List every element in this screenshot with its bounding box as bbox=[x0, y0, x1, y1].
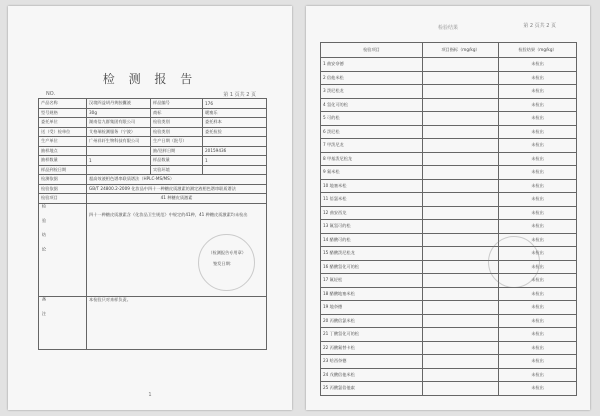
result-item: 21 丁酸氢化可的松 bbox=[321, 328, 423, 342]
table-row bbox=[321, 98, 577, 112]
table-row bbox=[321, 328, 577, 342]
conclusion-text: 四十一种糖皮质激素含《化妆品卫生规范》中规定的41种，41 种糖皮质激素均未检出 bbox=[89, 211, 248, 217]
info-value-2: 1 bbox=[203, 156, 267, 166]
result-value: 未检出 bbox=[499, 193, 577, 207]
result-limit bbox=[423, 58, 499, 72]
result-limit bbox=[423, 71, 499, 85]
result-item: 11 倍氯米松 bbox=[321, 193, 423, 207]
info-value: 30g bbox=[87, 108, 151, 118]
result-item: 13 氟氢可的松 bbox=[321, 220, 423, 234]
info-label: 委托单位 bbox=[39, 118, 87, 128]
result-value: 未检出 bbox=[499, 98, 577, 112]
info-row bbox=[39, 175, 267, 185]
result-limit bbox=[423, 179, 499, 193]
info-label: 抽样地点 bbox=[39, 146, 87, 156]
result-value: 未检出 bbox=[499, 368, 577, 382]
result-item: 7 甲泼尼龙 bbox=[321, 139, 423, 153]
result-limit bbox=[423, 382, 499, 396]
test-items-row bbox=[39, 194, 267, 204]
info-value: 艾格瑞检测服务（宁波） bbox=[87, 127, 151, 137]
result-value: 未检出 bbox=[499, 233, 577, 247]
info-value: 广州祥轩生物科技有限公司 bbox=[87, 137, 151, 147]
result-limit bbox=[423, 233, 499, 247]
col-header-result: 检验结果（mg/kg） bbox=[499, 43, 577, 58]
result-limit bbox=[423, 206, 499, 220]
result-value: 未检出 bbox=[499, 328, 577, 342]
info-value bbox=[87, 165, 151, 175]
col-header-item: 检验项目 bbox=[321, 43, 423, 58]
info-table bbox=[38, 98, 267, 350]
result-item: 4 氢化可的松 bbox=[321, 98, 423, 112]
result-limit bbox=[423, 301, 499, 315]
result-value: 未检出 bbox=[499, 166, 577, 180]
info-value: 超高效液相色谱串联质谱法（HPLC-MS/MS） bbox=[87, 175, 267, 185]
result-item: 6 泼尼松 bbox=[321, 125, 423, 139]
result-item: 8 甲基泼尼松龙 bbox=[321, 152, 423, 166]
info-label: 型号规格 bbox=[39, 108, 87, 118]
info-label-2: 生产日期（批号） bbox=[151, 137, 203, 147]
info-row bbox=[39, 156, 267, 166]
report-number: NO. bbox=[46, 91, 56, 97]
result-limit bbox=[423, 355, 499, 369]
info-label: 抽样数量 bbox=[39, 156, 87, 166]
result-limit bbox=[423, 85, 499, 99]
test-items-value: 41 种糖皮质激素 bbox=[87, 194, 267, 204]
result-item: 14 醋酸可的松 bbox=[321, 233, 423, 247]
table-row bbox=[321, 179, 577, 193]
conclusion-cell bbox=[87, 203, 267, 296]
table-row bbox=[321, 125, 577, 139]
info-row bbox=[39, 127, 267, 137]
result-item: 19 地奈德 bbox=[321, 301, 423, 315]
result-item: 22 丙酸氟替卡松 bbox=[321, 341, 423, 355]
result-item: 24 戊酸倍他米松 bbox=[321, 368, 423, 382]
result-limit bbox=[423, 368, 499, 382]
result-item: 16 醋酸氢化可的松 bbox=[321, 260, 423, 274]
result-value: 未检出 bbox=[499, 58, 577, 72]
result-item: 9 氟米松 bbox=[321, 166, 423, 180]
info-label: 检测依据 bbox=[39, 175, 87, 185]
result-value: 未检出 bbox=[499, 301, 577, 315]
remark-text: 本检验只对来样负责。 bbox=[87, 296, 267, 349]
result-limit bbox=[423, 314, 499, 328]
table-row bbox=[321, 287, 577, 301]
result-item: 18 醋酸地塞米松 bbox=[321, 287, 423, 301]
info-label: 送（受）检单位 bbox=[39, 127, 87, 137]
result-value: 未检出 bbox=[499, 206, 577, 220]
result-value: 未检出 bbox=[499, 112, 577, 126]
table-row bbox=[321, 85, 577, 99]
info-value: 湖南信九群集团有限公司 bbox=[87, 118, 151, 128]
info-label: 生产单位 bbox=[39, 137, 87, 147]
report-page-1 bbox=[8, 6, 292, 410]
result-item: 1 曲安奈德 bbox=[321, 58, 423, 72]
result-value: 未检出 bbox=[499, 355, 577, 369]
info-row bbox=[39, 184, 267, 194]
result-value: 未检出 bbox=[499, 287, 577, 301]
page-number: 1 bbox=[148, 392, 152, 398]
result-item: 20 丙酸倍氯米松 bbox=[321, 314, 423, 328]
result-value: 未检出 bbox=[499, 247, 577, 261]
info-label: 样品到检日期 bbox=[39, 165, 87, 175]
col-header-limit: 项目指标（mg/kg） bbox=[423, 43, 499, 58]
result-value: 未检出 bbox=[499, 152, 577, 166]
result-limit bbox=[423, 274, 499, 288]
table-row bbox=[321, 58, 577, 72]
table-row bbox=[321, 355, 577, 369]
result-value: 未检出 bbox=[499, 341, 577, 355]
table-row bbox=[321, 71, 577, 85]
table-row bbox=[321, 314, 577, 328]
result-value: 未检出 bbox=[499, 71, 577, 85]
results-heading: 检验结果 bbox=[437, 25, 458, 31]
table-row bbox=[321, 274, 577, 288]
remark-label: 备注 bbox=[42, 296, 47, 325]
table-row bbox=[321, 166, 577, 180]
info-row bbox=[39, 118, 267, 128]
info-value-2 bbox=[203, 165, 267, 175]
result-limit bbox=[423, 139, 499, 153]
result-item: 2 倍他米松 bbox=[321, 71, 423, 85]
result-limit bbox=[423, 247, 499, 261]
official-seal-2 bbox=[488, 236, 540, 288]
report-title: 检 测 报 告 bbox=[102, 72, 198, 86]
report-page-2 bbox=[306, 6, 590, 410]
result-limit bbox=[423, 112, 499, 126]
info-value: 汉境四益胡丹黄胶囊液 bbox=[87, 99, 151, 109]
result-limit bbox=[423, 152, 499, 166]
info-row bbox=[39, 146, 267, 156]
table-row bbox=[321, 382, 577, 396]
result-limit bbox=[423, 166, 499, 180]
issue-date: 签发日期： bbox=[213, 260, 234, 266]
info-value bbox=[87, 146, 151, 156]
result-value: 未检出 bbox=[499, 220, 577, 234]
stamp-label: （检测报告专用章） bbox=[208, 249, 246, 255]
result-item: 5 可的松 bbox=[321, 112, 423, 126]
table-row bbox=[321, 112, 577, 126]
info-label-2: 商标 bbox=[151, 108, 203, 118]
info-row bbox=[39, 137, 267, 147]
result-item: 10 地塞米松 bbox=[321, 179, 423, 193]
result-item: 3 泼尼松龙 bbox=[321, 85, 423, 99]
result-limit bbox=[423, 220, 499, 234]
table-row bbox=[321, 341, 577, 355]
result-value: 未检出 bbox=[499, 85, 577, 99]
result-limit bbox=[423, 287, 499, 301]
table-row bbox=[321, 233, 577, 247]
info-value: 1 bbox=[87, 156, 151, 166]
result-limit bbox=[423, 125, 499, 139]
remark-row bbox=[39, 296, 267, 349]
result-limit bbox=[423, 341, 499, 355]
result-item: 17 氟轻松 bbox=[321, 274, 423, 288]
page-info: 第 1 页共 2 页 bbox=[223, 92, 256, 98]
result-value: 未检出 bbox=[499, 260, 577, 274]
result-value: 未检出 bbox=[499, 382, 577, 396]
table-row bbox=[321, 193, 577, 207]
conclusion-label: 检验结论 bbox=[42, 203, 47, 261]
official-seal bbox=[198, 234, 255, 291]
result-value: 未检出 bbox=[499, 125, 577, 139]
info-label: 检验依据 bbox=[39, 184, 87, 194]
info-label-2: 样品数量 bbox=[151, 156, 203, 166]
info-value-2: 委托检验 bbox=[203, 127, 267, 137]
result-item: 15 醋酸泼尼松龙 bbox=[321, 247, 423, 261]
info-label-2: 检验类别 bbox=[151, 118, 203, 128]
result-limit bbox=[423, 193, 499, 207]
info-value-2: 176 bbox=[203, 99, 267, 109]
table-row bbox=[321, 301, 577, 315]
info-value-2: 委托样本 bbox=[203, 118, 267, 128]
result-limit bbox=[423, 98, 499, 112]
info-row bbox=[39, 165, 267, 175]
result-value: 未检出 bbox=[499, 179, 577, 193]
conclusion-row bbox=[39, 203, 267, 296]
test-items-label: 检验项目 bbox=[39, 194, 87, 204]
table-row bbox=[321, 220, 577, 234]
info-label-2: 抽/送样日期 bbox=[151, 146, 203, 156]
table-row bbox=[321, 152, 577, 166]
results-table bbox=[320, 42, 577, 396]
info-label-2: 检验类别 bbox=[151, 127, 203, 137]
info-value-2: 20159436 bbox=[203, 146, 267, 156]
info-row bbox=[39, 108, 267, 118]
info-row bbox=[39, 99, 267, 109]
result-item: 12 曲安西龙 bbox=[321, 206, 423, 220]
table-row bbox=[321, 368, 577, 382]
result-item: 25 丙酸氯倍他索 bbox=[321, 382, 423, 396]
info-value: GB/T 24800.2-2009 化妆品中四十一种糖皮质激素的测定液相色谱串联质谱法 bbox=[87, 184, 267, 194]
table-row bbox=[321, 206, 577, 220]
info-label-2: 实验环境 bbox=[151, 165, 203, 175]
result-value: 未检出 bbox=[499, 314, 577, 328]
result-limit bbox=[423, 328, 499, 342]
info-label-2: 样品编号 bbox=[151, 99, 203, 109]
result-value: 未检出 bbox=[499, 139, 577, 153]
page-info-2: 第 2 页共 2 页 bbox=[523, 23, 556, 29]
info-value-2 bbox=[203, 137, 267, 147]
info-label: 产品名称 bbox=[39, 99, 87, 109]
table-row bbox=[321, 139, 577, 153]
info-value-2: 暖寨乐 bbox=[203, 108, 267, 118]
result-item: 23 哈西奈德 bbox=[321, 355, 423, 369]
results-header-row bbox=[321, 43, 577, 58]
result-value: 未检出 bbox=[499, 274, 577, 288]
